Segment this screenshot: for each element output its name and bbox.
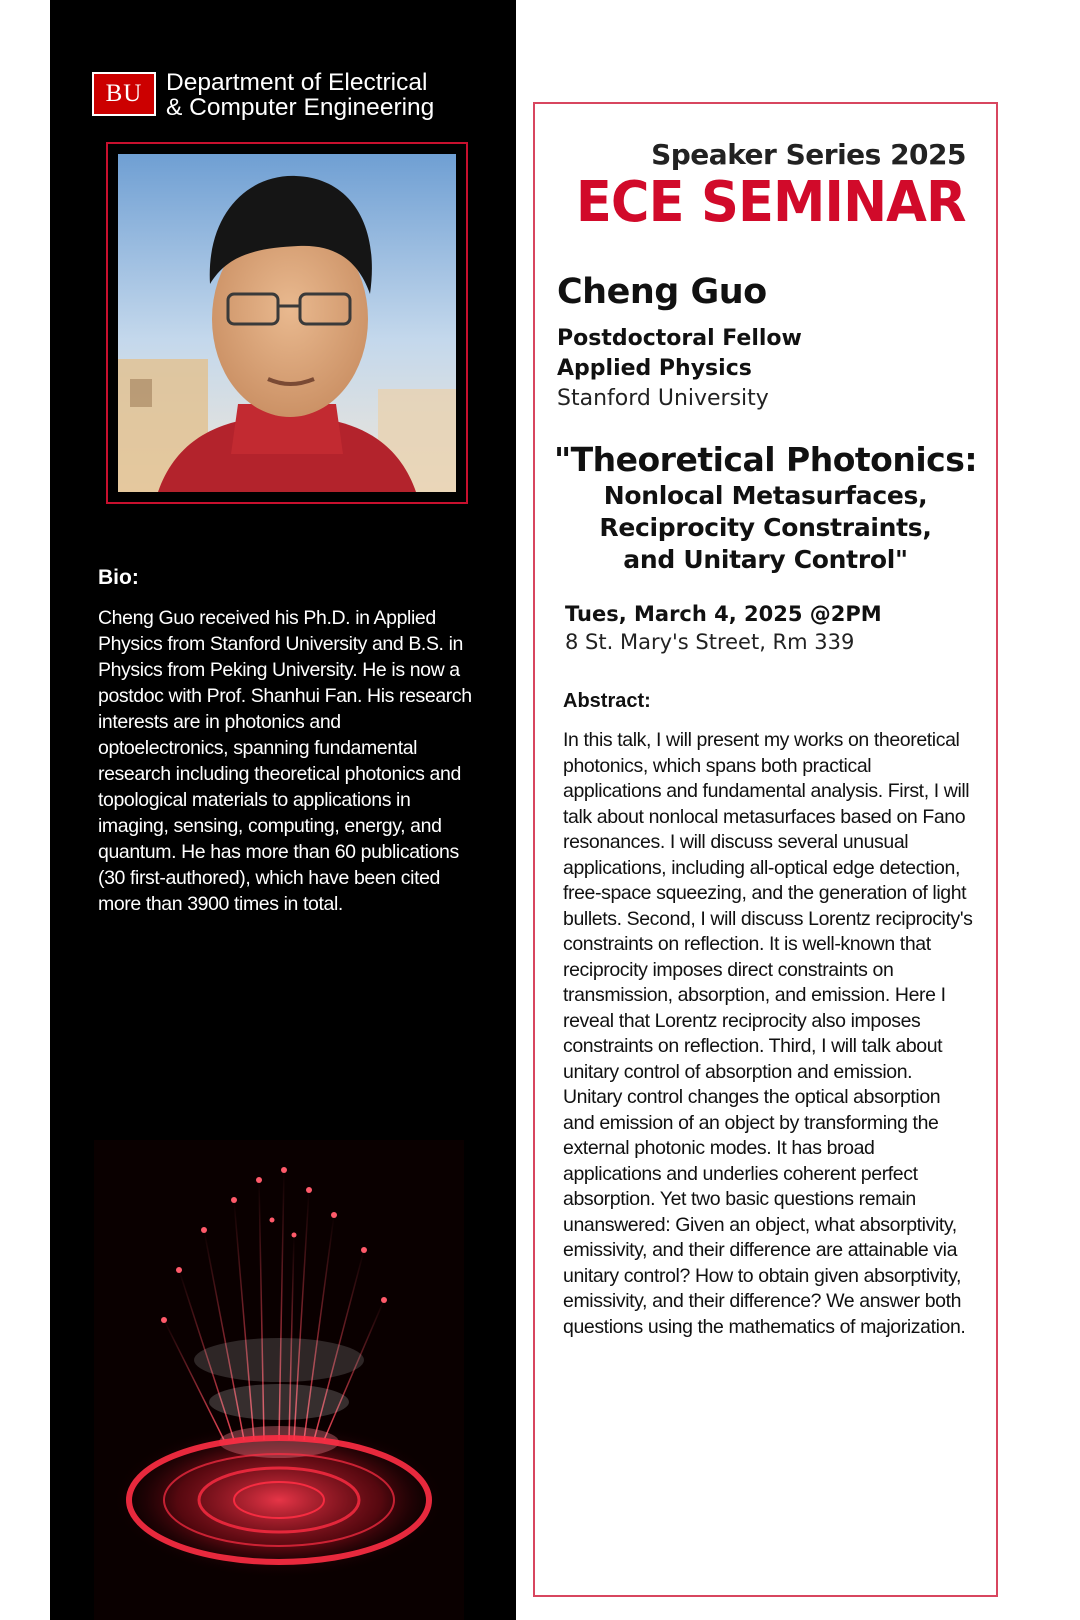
bio-heading: Bio:	[98, 566, 139, 589]
department-name	[166, 70, 434, 120]
speaker-organization: Stanford University	[557, 386, 769, 411]
speaker-portrait-illustration	[118, 154, 456, 492]
department-line-1: Department of Electrical	[166, 69, 428, 96]
talk-location: 8 St. Mary's Street, Rm 339	[565, 630, 855, 654]
talk-title-line-3: Reciprocity Constraints,	[599, 513, 932, 542]
speaker-photo	[118, 154, 456, 492]
speaker-department: Applied Physics	[557, 356, 752, 381]
speaker-series-title: Speaker Series 2025	[651, 138, 966, 171]
bu-logo-text: BU	[105, 80, 143, 107]
talk-title-line-1: "Theoretical Photonics:	[553, 440, 978, 479]
talk-subtitle	[535, 480, 996, 576]
bu-logo	[92, 72, 156, 116]
seminar-title: ECE SEMINAR	[576, 170, 966, 235]
speaker-photo-frame	[106, 142, 468, 504]
speaker-role: Postdoctoral Fellow	[557, 326, 802, 351]
talk-date: Tues, March 4, 2025 @2PM	[565, 602, 882, 626]
abstract-text: In this talk, I will present my works on theoretical photonics, which spans both practical applications and fundamental analysis. First, I will talk about nonlocal metasurfaces based on Fano resonances. I will discuss several unusual applications, including all-optical edge detection, free-space squeezing, and the generation of light bullets. Second, I will discuss Lorentz reciprocity's constraints on reflection. It is well-known that reciprocity imposes direct constraints on transmission, absorption, and emission. Here I reveal that Lorentz reciprocity also imposes constraints on reflection. Third, I will talk about unitary control of absorption and emission. Unitary control changes the optical absorption and emission of an object by transforming the external photonic modes. It has broad applications and underlies coherent perfect absorption. Yet two basic questions remain unanswered: Given an object, what absorptivity, emissivity, and their difference are attainable via unitary control? How to obtain given absorptivity, emissivity, and their difference? We answer both questions using the mathematics of majorization.	[563, 729, 973, 1338]
talk-title-line-4: and Unitary Control"	[623, 545, 908, 574]
bio-text: Cheng Guo received his Ph.D. in Applied Physics from Stanford University and B.S. in Physics from Peking University. He is now a postdoc with Prof. Shanhui Fan. His research interests are in photonics and optoelectronics, spanning fundamental research including theoretical photonics and topological materials to applications in imaging, sensing, computing, energy, and quantum. He has more than 60 publications (30 first-authored), which have been cited more than 3900 times in total.	[98, 607, 472, 915]
glow-rings-graphic	[94, 1140, 464, 1620]
department-line-2: & Computer Engineering	[166, 94, 435, 121]
left-panel	[50, 0, 516, 1620]
talk-title	[535, 440, 996, 576]
seminar-info-panel	[533, 102, 998, 1597]
photonic-glow-illustration	[94, 1140, 464, 1620]
talk-title-line-2: Nonlocal Metasurfaces,	[603, 481, 928, 510]
speaker-name: Cheng Guo	[557, 272, 767, 312]
abstract-heading: Abstract:	[563, 690, 651, 712]
